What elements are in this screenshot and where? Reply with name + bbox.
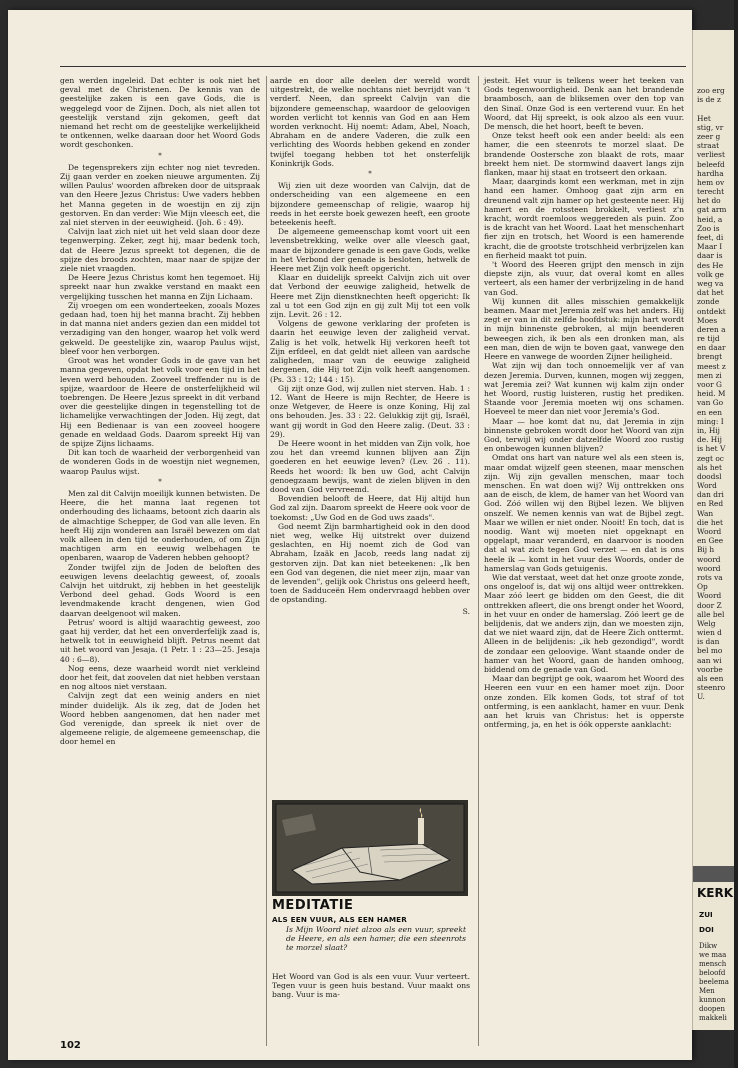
adjacent-page-line: Woord bbox=[697, 527, 722, 536]
adjacent-page-line: bel mo bbox=[697, 646, 723, 656]
adjacent-page-line: dat het bbox=[697, 288, 724, 298]
adjacent-page-line: zonde bbox=[697, 297, 720, 307]
adjacent-page-line: volk ge bbox=[697, 269, 724, 279]
paragraph: De Heere Jezus Christus komt hen tegemoet. Hij spreekt naar hun zwakke verstand en maakt een vergelijking tusschen het manna en Zijn Lichaam. bbox=[60, 273, 260, 301]
paragraph: Wij zien uit deze woorden van Calvijn, dat de onderscheiding van een algemeene en een bijzondere gemeenschap of religie, waarop hij reeds in het eerste boek gewezen heeft, een groote beteekenis heeft. bbox=[270, 181, 470, 228]
adjacent-page-line: is de z bbox=[697, 95, 721, 105]
paragraph: Onze tekst heeft ook een ander beeld: als een hamer, die een steenrots te morzel slaat. De brandende Oostersche zon blaakt de rots, maar breekt hem niet. De stormwind daavert langs zijn flanken, maar hij staat en trotseert den orkaan. bbox=[484, 131, 684, 178]
paragraph: Bovendien belooft de Heere, dat Hij altijd hun God zal zijn. Daarom spreekt de Heere ook voor de toekomst: „Uw God en de God uws zaads". bbox=[270, 494, 470, 522]
paragraph: Calvijn laat zich niet uit het veld slaan door deze tegenwerping. Zeker, zegt hij, maar bedenk toch, dat de Heere Jezus spreekt tot degenen, die de spijze des broods zochten, maar naar de spijze der ziele niet vraagden. bbox=[60, 227, 260, 274]
adjacent-page-line: dan dri bbox=[697, 490, 724, 500]
adjacent-page-line: hardha bbox=[697, 168, 724, 178]
adjacent-page-line: re tijd bbox=[697, 334, 720, 344]
adjacent-page-line: Men bbox=[699, 987, 715, 995]
adjacent-page-line: van Go bbox=[697, 398, 724, 408]
adjacent-page-line: de. Hij bbox=[697, 435, 722, 445]
adjacent-page-line: feet, di bbox=[697, 233, 724, 242]
adjacent-page-line: als het bbox=[697, 462, 723, 472]
adjacent-page-line: Het bbox=[697, 113, 711, 123]
adjacent-page-line: daar is bbox=[697, 251, 723, 261]
adjacent-page-line: we maa bbox=[699, 951, 727, 959]
adjacent-page-line: aan wi bbox=[697, 655, 722, 665]
paragraph: Maar dan begrijpt ge ook, waarom het Woord des Heeren een vuur en een hamer moet zijn. Door onze zonden. Elk komen Gods, tot straf of tot ontferming, is een aanklacht, hamer en vuur. Denk aan het kruis van Christus: het is opperste ontferming, ja, en het is óók opperste aanklacht: bbox=[484, 674, 684, 730]
meditatie-subtitle: ALS EEN VUUR, ALS EEN HAMER bbox=[272, 915, 408, 924]
adjacent-page-image-strip bbox=[693, 866, 738, 882]
adjacent-page-line: zeer g bbox=[697, 131, 721, 141]
adjacent-page-line: meest z bbox=[697, 361, 726, 371]
meditatie-quote: Is Mijn Woord niet alzoo als een vuur, spreekt de Heere, en als een hamer, die een steenrots te morzel slaat? bbox=[286, 925, 466, 953]
adjacent-page-line: makkeli bbox=[699, 1014, 727, 1022]
adjacent-page-line: doopen bbox=[699, 1005, 726, 1013]
column-1 bbox=[60, 76, 260, 747]
adjacent-page-line: en een bbox=[697, 407, 722, 417]
paragraph: Gij zijt onze God, wij zullen niet sterven. Hab. 1 : 12. Want de Heere is mijn Rechter, de Heere is onze Wetgever, de Heere is onze Koning, Hij zal ons behouden. Jes. 33 : 22. Gelukkig zijt gij, Israël, want gij wordt in God den Heere zalig. (Deut. 33 : 29). bbox=[270, 383, 470, 439]
adjacent-page-line: steenro bbox=[697, 683, 726, 693]
paragraph: Wie dat verstaat, weet dat het onze groote zonde, ons ongeloof is, dat wij ons altijd weer onttrekken. Maar zóó leert ge bidden om den Geest, die dit onttrekken afleert, die ons brengt onder het Woord, in het vuur en onder de hamerslag. Zóó leert ge de belijdenis, dat we anders zijn, dan we moesten zijn, dat we niet waard zijn, dat de Heere Zich onttermt. Alleen in de belijdenis: „ik heb gezondigd", wordt de zondaar een geloovige. Want staande onder de hamer van het Woord, gaan de handen omhoog, biddend om de genade van God. bbox=[484, 572, 685, 674]
paragraph: Klaar en duidelijk spreekt Calvijn zich uit over dat Verbond der eeuwige zaligheid, hetwelk de Heere met Zijn dienstknechten heeft opgericht: Ik zal u tot een God zijn en gij zult Mij tot een volk zijn. Levit. 26 : 12. bbox=[270, 273, 470, 320]
adjacent-page-line: door Z bbox=[697, 600, 722, 610]
adjacent-page-line: woord bbox=[697, 563, 721, 573]
paragraph: Maar, daarginds komt een werkman, met in zijn hand een hamer. Omhoog gaat zijn arm en dreunend valt zijn hamer op het gesteente neer. Hij hamert en de rotssteen brokkelt, verliest z'n kracht, wordt roemloos weggereden als puin. Zoo is de kracht van het Woord. Laat het menschenhart fier zijn en trotsch, het Woord is een hamerende kracht, die de grootste trotschheid verbrijzelen kan en fierheid maakt tot puin. bbox=[484, 177, 684, 260]
adjacent-page-line: zegt oc bbox=[697, 453, 724, 463]
adjacent-page-line: het do bbox=[697, 196, 721, 206]
adjacent-page-subheading: ZUI bbox=[699, 910, 713, 919]
adjacent-page-line: in, Hij bbox=[697, 425, 720, 435]
adjacent-page-line: Zoo is bbox=[697, 223, 720, 233]
paragraph: 't Woord des Heeren grijpt den mensch in zijn diepste zijn, als vuur, dat overal komt en alles verteert, als een hamer der verbrijzeling in de hand van God. bbox=[484, 260, 684, 297]
paragraph: jesteit. Het vuur is telkens weer het teeken van Gods tegenwoordigheid. Denk aan het brandende braambosch, aan de bliksemen over den top van den Sinaï. Onze God is een verterend vuur. En het Woord, dat Hij spreekt, is ook alzoo als een vuur. De mensch, die het hoort, beeft te beven. bbox=[484, 76, 684, 132]
newspaper-page bbox=[8, 10, 692, 1060]
adjacent-page-line: brengt bbox=[697, 352, 723, 362]
adjacent-page-subheading: DOI bbox=[699, 925, 714, 934]
adjacent-page-line: men zi bbox=[697, 370, 722, 380]
adjacent-page-line: kunnon bbox=[699, 996, 726, 1004]
adjacent-page-heading: KERK bbox=[697, 886, 734, 900]
adjacent-page-column bbox=[697, 86, 738, 702]
adjacent-page-line: Moes bbox=[697, 315, 718, 325]
adjacent-page-line: Wan bbox=[697, 508, 714, 518]
section-separator: * bbox=[158, 151, 162, 160]
adjacent-page-line: is het V bbox=[697, 444, 726, 454]
paragraph: gen werden ingeleid. Dat echter is ook niet het geval met de Christenen. De kennis van de geestelijke zaken is een gave Gods, die is weggelegd voor de Zijnen. Doch, als niet allen tot geestelijk verstand zijn gekomen, geeft dat niemand het recht om de geestelijke werkelijkheid te ontkennen, welke daaraan door het Woord Gods wordt geschonken. bbox=[60, 76, 260, 150]
adjacent-page-line: wien d bbox=[697, 628, 722, 638]
adjacent-page-line: des He bbox=[697, 260, 724, 270]
adjacent-page-line: en daar bbox=[697, 343, 726, 353]
paragraph: Wij kunnen dit alles misschien gemakkelijk beamen. Maar met Jeremia zelf was het anders. Hij zegt er van in dit zelfde hoofdstuk: mijn hart wordt in mijn binnenste gebroken, al mijn beenderen beweegen zich, ik ben als een dronken man, als een man, dien de wijn te boven gaat, vanwege den Heere en vanwege de woorden Zijner heiligheid. bbox=[484, 296, 684, 362]
adjacent-page-line: Word bbox=[697, 481, 717, 491]
adjacent-page-line: heid. M bbox=[697, 389, 726, 399]
paragraph: Maar — hoe komt dat nu, dat Jeremia in zijn binnenste gebroken wordt door het Woord van zijn God, terwijl wij onder datzelfde Woord zoo rustig en onbewogen kunnen blijven? bbox=[484, 416, 684, 454]
adjacent-page-line: ming: I bbox=[697, 416, 724, 426]
meditatie-title: MEDITATIE bbox=[272, 898, 354, 913]
adjacent-page-edge bbox=[692, 30, 738, 1030]
column-3 bbox=[484, 76, 684, 729]
paragraph: Petrus' woord is altijd waarachtig geweest, zoo gaat hij verder, dat het een onverderfelijk zaad is, hetwelk tot in eeuwigheid blijft. Petrus neemt dat uit het woord van Jesaja. (1 Petr. 1 : 23—25. Jesaja 40 : 6—8). bbox=[60, 617, 260, 664]
adjacent-page-line: straat bbox=[697, 141, 720, 151]
adjacent-page-line: terecht bbox=[697, 187, 725, 197]
meditatie-body: Het Woord van God is als een vuur. Vuur verteert. Tegen vuur is geen huis bestand. Vuur maakt ons bang. Vuur is ma- bbox=[272, 972, 470, 1000]
adjacent-page-tail-text bbox=[699, 942, 738, 1023]
page-number: 102 bbox=[60, 1040, 81, 1051]
adjacent-page-line: en Red bbox=[697, 499, 724, 509]
adjacent-page-line: hem ov bbox=[697, 177, 725, 187]
paragraph: Zonder twijfel zijn de Joden de beloften des eeuwigen levens deelachtig geweest, of, zooals Calvijn het uitdrukt, zij hebben in het geestelijk Verbond deel gehad. Gods Woord is een levendmakende kracht dengenen, wien God daarvan deelgenoot wil maken. bbox=[60, 562, 260, 618]
scan-edge bbox=[734, 0, 738, 1068]
adjacent-page-line: Maar I bbox=[697, 242, 723, 252]
adjacent-page-line: weg va bbox=[697, 278, 724, 288]
column-divider bbox=[266, 76, 267, 1046]
adjacent-page-line: beelema bbox=[699, 978, 729, 986]
adjacent-page-line: is dan bbox=[697, 637, 720, 647]
column-divider bbox=[478, 76, 479, 1046]
adjacent-page-line: Welg bbox=[697, 618, 716, 628]
adjacent-page-line: Bij h bbox=[697, 545, 715, 555]
adjacent-page-line: Woord bbox=[697, 591, 722, 601]
paragraph: Zij vroegen om een wonderteeken, zooals Mozes gedaan had, toen hij het manna bracht. Zij hebben in dat manna niet anders gezien dan een middel tot verzadiging van den honger, waarop het volk werd gekweld. De geestelijke zin, waarop Paulus wijst, bleef voor hen verborgen. bbox=[60, 300, 260, 356]
adjacent-page-line: stig, vr bbox=[697, 122, 724, 132]
adjacent-page-line: doodsl bbox=[697, 471, 722, 481]
paragraph: aarde en door alle deelen der wereld wordt uitgestrekt, de welke nochtans niet bevrijdt van 't verderf. Neen, dan spreekt Calvijn van die bijzondere gemeenschap, waardoor de geloovigen worden verlicht tot kennis van God en aan Hem worden verknocht. Hij noemt: Adam, Abel, Noach, Abraham en de andere Vaderen, die zulk een verlichting des Woords hebben gekend en zonder twijfel toegang hebben tot het onsterfelijk Koninkrijk Gods. bbox=[270, 76, 470, 168]
paragraph: Volgens de gewone verklaring der profeten is daarin het eeuwige leven der zaligheid vervat. Zalig is het volk, hetwelk Hij verkoren heeft tot Zijn erfdeel, en dat geldt niet alleen van aardsche zaligheden, maar van de eeuwige zaligheid dergenen, die Hij tot Zijn volk heeft aangenomen. (Ps. 33 : 12; 144 : 15). bbox=[270, 319, 470, 384]
adjacent-page-line: voor G bbox=[697, 380, 722, 389]
adjacent-page-line: deren a bbox=[697, 324, 726, 334]
adjacent-page-line: beloofd bbox=[699, 969, 726, 977]
adjacent-page-line: voorbe bbox=[697, 664, 723, 674]
adjacent-page-line: zoo erg bbox=[697, 86, 725, 95]
paragraph: Omdat ons hart van nature wel als een steen is, maar omdat wijzelf geen steenen, maar menschen zijn. Wij zijn gevallen menschen, maar toch menschen. En wat doen wij? Wij onttrekken ons aan de eisch, de klem, de hamer van het Woord van God. Zóó willen wij den Bijbel lezen. We blijven onszelf. We nemen kennis van wat de Bijbel zegt. Maar we willen er niet onder. Nooit! En toch, dat is noodig. Want wij moeten niet opgeknapt en opgelapt, maar veranderd, en daarvoor is nooden dat al wat zich tegen God verzet — en dat is ons heele ik — komt in het vuur des Woords, onder de hamerslag van Gods getuigenis. bbox=[484, 453, 684, 573]
paragraph: Groot was het wonder Gods in de gave van het manna gegeven, opdat het volk voor een tijd in het leven werd behouden. Zooveel treffender nu is de spijze, waardoor de Heere de onsterfelijkheid wil toebrengen. De Heere Jezus spreekt in dit verband over die geestelijke dingen in tegenstelling tot de lichamelijke verwachtingen der Joden. Hij zegt, dat Hij een Bedienaar is van een zooveel hoogere genade en weldaad Gods. Daarom spreekt Hij van de spijze Zijns lichaams. bbox=[60, 356, 260, 448]
paragraph: De algemeene gemeenschap komt voort uit een levensbetrekking, welke over alle vleesch gaat, maar de bijzondere genade is een gave Gods, welke in het Verbond der genade is besloten, hetwelk de Heere met Zijn volk heeft opgericht. bbox=[270, 227, 470, 274]
paragraph: Men zal dit Calvijn moeilijk kunnen betwisten. De Heere, die het manna laat regenen tot onderhouding des lichaams, betoont zich daarin als de almachtige Schepper, de God van alle leven. En heeft Hij zijn wonderen aan Israël bewezen om dat volk alleen in den tijd te onderhouden, of om Zijn machtigen arm en eeuwig welbehagen te openbaren, waarop de Vaderen hebben gehoopt? bbox=[60, 488, 260, 563]
adjacent-page-line: en Gee bbox=[697, 536, 724, 546]
column-2 bbox=[270, 76, 470, 616]
adjacent-page-line: heid, a bbox=[697, 214, 723, 224]
adjacent-page-line: ontdekt bbox=[697, 306, 726, 316]
paragraph: De Heere woont in het midden van Zijn volk, hoe zou het dan vreemd kunnen blijven aan Zijn goederen en het eeuwige leven? (Lev. 26 . 11). Reeds het woord: Ik ben uw God, acht Calvijn genoegzaam bewijs, want de zielen blijven in den dood van God vervreemd. bbox=[270, 438, 470, 494]
adjacent-page-line: alle bel bbox=[697, 609, 725, 619]
paragraph: Wat zijn wij dan toch onnoemelijk ver af van dezen Jeremia. Durven, kunnen, mogen wij zeggen, wat Jeremia zei? Wat kunnen wij kalm zijn onder het Woord, rustig luisteren, rustig het prediken. Staande voor Jeremia moeten wij ons schamen. Hoeveel te meer dan niet voor Jeremia's God. bbox=[484, 361, 684, 417]
top-rule bbox=[60, 66, 686, 67]
section-separator: * bbox=[368, 170, 372, 179]
adjacent-page-line: mensch bbox=[699, 960, 727, 968]
adjacent-page-line: rots va bbox=[697, 572, 723, 582]
paragraph: De tegensprekers zijn echter nog niet tevreden. Zij gaan verder en zoeken nieuwe argumenten. Zij willen Paulus' woorden afbreken door de uitspraak van den Heere Jezus Christus: Uwe vaders hebben het Manna gegeten in de woestijn en zij zijn gestorven. En dan verder: Wie Mijn vleesch eet, die zal niet sterven in der eeuwigheid. (Joh. 6 : 49). bbox=[60, 162, 260, 228]
adjacent-page-line bbox=[697, 104, 738, 113]
paragraph: God neemt Zijn barmhartigheid ook in den dood niet weg, welke Hij uitstrekt over duizend geslachten, en Hij noemt zich de God van Abraham, Izaäk en Jacob, reeds lang nadat zij gestorven zijn. Dat kan niet beteekenen: „Ik ben een God van degenen, die niet meer zijn, maar van de levenden", gelijk ook Christus ons geleerd heeft, toen de Sadduceën Hem ondervraagd hebben over de opstanding. bbox=[270, 521, 470, 605]
paragraph: Nog eens, deze waarheid wordt niet verkleind door het feit, dat zoovelen dat niet hebben verstaan en nog altoos niet verstaan. bbox=[60, 663, 260, 692]
adjacent-page-line: U. bbox=[697, 692, 705, 702]
adjacent-page-line: beleefd bbox=[697, 159, 725, 169]
paragraph: Dit kan toch de waarheid der verborgenheid van de wonderen Gods in de woestijn niet wegnemen, waarop Paulus wijst. bbox=[60, 448, 260, 476]
adjacent-page-line: woord bbox=[697, 554, 721, 564]
adjacent-page-line: Dikw bbox=[699, 942, 718, 950]
section-separator: * bbox=[158, 477, 162, 486]
adjacent-page-line: als een bbox=[697, 674, 724, 683]
paragraph: Calvijn zegt dat een weinig anders en niet minder duidelijk. Als ik zeg, dat de Joden het Woord hebben aangenomen, dat hen nader met God verenigde, dan spreek ik niet over de algemeene religie, de algemeene gemeenschap, die door hemel en bbox=[60, 691, 260, 747]
meditatie-illustration bbox=[272, 800, 468, 896]
adjacent-page-line: die het bbox=[697, 517, 723, 527]
adjacent-page-line: verliest bbox=[697, 150, 725, 160]
adjacent-page-line: gat arm bbox=[697, 205, 727, 215]
author-signature: S. bbox=[462, 606, 470, 616]
adjacent-page-line: Op bbox=[697, 582, 708, 592]
